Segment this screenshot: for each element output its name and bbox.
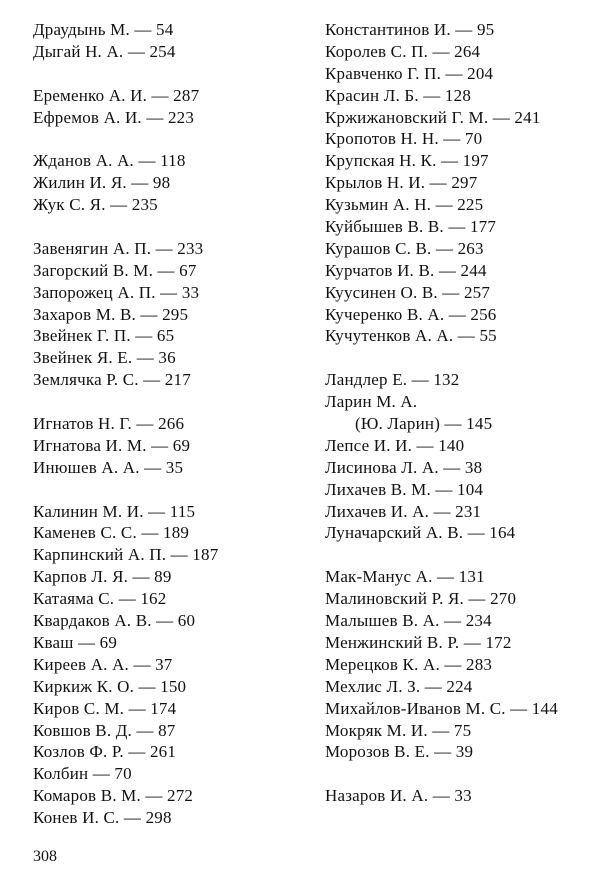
index-entry: Красин Л. Б. — 128 xyxy=(325,85,472,105)
index-entry: Кваш — 69 xyxy=(33,632,118,652)
index-entry: Кропотов Н. Н. — 70 xyxy=(325,129,483,149)
index-entry: Крылов Н. И. — 297 xyxy=(325,173,478,193)
section-gap xyxy=(33,216,293,238)
index-entry: Ларин М. А. xyxy=(325,392,418,412)
index-entry: Карпинский А. П. — 187 xyxy=(33,545,219,565)
index-entry: Киркиж К. О. — 150 xyxy=(33,676,187,696)
index-entry: Лисинова Л. А. — 38 xyxy=(325,457,483,477)
section-gap xyxy=(33,128,293,150)
index-entry: Малышев В. А. — 234 xyxy=(325,611,492,631)
index-entry: Звейнек Г. П. — 65 xyxy=(33,326,175,346)
index-entry: Завенягин А. П. — 233 xyxy=(33,238,204,258)
index-entry: Мехлис Л. З. — 224 xyxy=(325,676,473,696)
index-entry: Киреев А. А. — 37 xyxy=(33,654,173,674)
index-entry: Козлов Ф. Р. — 261 xyxy=(33,742,177,762)
index-entry: Кравченко Г. П. — 204 xyxy=(325,63,494,83)
index-entry: Курашов С. В. — 263 xyxy=(325,238,484,258)
index-entry: Лепсе И. И. — 140 xyxy=(325,435,465,455)
section-gap xyxy=(325,347,595,369)
index-entry: Катаяма С. — 162 xyxy=(33,589,167,609)
index-entry: Кузьмин А. Н. — 225 xyxy=(325,195,484,215)
index-entry: Захаров М. В. — 295 xyxy=(33,304,189,324)
index-entry: Загорский В. М. — 67 xyxy=(33,260,197,280)
index-entry: Кучеренко В. А. — 256 xyxy=(325,304,497,324)
index-column-left xyxy=(33,19,293,829)
index-entry: Михайлов-Иванов М. С. — 144 xyxy=(325,698,558,718)
index-entry: Звейнек Я. Е. — 36 xyxy=(33,348,176,368)
index-entry: Еременко А. И. — 287 xyxy=(33,85,200,105)
index-entry: Кучутенков А. А. — 55 xyxy=(325,326,497,346)
index-entry: Королев С. П. — 264 xyxy=(325,41,481,61)
index-entry: Мерецков К. А. — 283 xyxy=(325,654,493,674)
index-entry: Морозов В. Е. — 39 xyxy=(325,742,474,762)
index-entry: Землячка Р. С. — 217 xyxy=(33,370,191,390)
index-entry: Инюшев А. А. — 35 xyxy=(33,457,184,477)
index-entry: Запорожец А. П. — 33 xyxy=(33,282,200,302)
index-entry: Мак-Манус А. — 131 xyxy=(325,567,485,587)
index-entry: Жилин И. Я. — 98 xyxy=(33,173,171,193)
index-entry: Конев И. С. — 298 xyxy=(33,808,172,828)
index-entry: Лихачев В. М. — 104 xyxy=(325,479,484,499)
index-column-right xyxy=(325,19,595,807)
index-entry: Жук С. Я. — 235 xyxy=(33,195,158,215)
index-entry: Жданов А. А. — 118 xyxy=(33,151,186,171)
index-entry: Крупская Н. К. — 197 xyxy=(325,151,489,171)
index-entry: Куусинен О. В. — 257 xyxy=(325,282,491,302)
section-gap xyxy=(33,391,293,413)
section-gap xyxy=(33,479,293,501)
index-entry: Ландлер Е. — 132 xyxy=(325,370,460,390)
index-entry: Малиновский Р. Я. — 270 xyxy=(325,589,517,609)
index-entry: Ефремов А. И. — 223 xyxy=(33,107,195,127)
index-entry: Кржижановский Г. М. — 241 xyxy=(325,107,541,127)
index-entry: Калинин М. И. — 115 xyxy=(33,501,196,521)
index-entry: Драудынь М. — 54 xyxy=(33,20,174,39)
index-entry: Игнатов Н. Г. — 266 xyxy=(33,414,185,434)
index-entry: Константинов И. — 95 xyxy=(325,20,495,39)
index-entry: Куйбышев В. В. — 177 xyxy=(325,217,497,237)
index-entry: Игнатова И. М. — 69 xyxy=(33,435,191,455)
index-entry: Киров С. М. — 174 xyxy=(33,698,177,718)
index-entry: Ковшов В. Д. — 87 xyxy=(33,720,176,740)
section-gap xyxy=(325,544,595,566)
index-entry: (Ю. Ларин) — 145 xyxy=(355,414,493,434)
index-entry: Курчатов И. В. — 244 xyxy=(325,260,487,280)
index-entry: Карпов Л. Я. — 89 xyxy=(33,567,172,587)
index-entry: Менжинский В. Р. — 172 xyxy=(325,632,512,652)
section-gap xyxy=(33,63,293,85)
index-entry: Луначарский А. В. — 164 xyxy=(325,523,516,543)
index-entry: Комаров В. М. — 272 xyxy=(33,786,194,806)
section-gap xyxy=(325,763,595,785)
index-entry: Мокряк М. И. — 75 xyxy=(325,720,472,740)
index-entry: Назаров И. А. — 33 xyxy=(325,786,472,806)
index-entry: Дыгай Н. А. — 254 xyxy=(33,41,176,61)
index-entry: Каменев С. С. — 189 xyxy=(33,523,190,543)
index-entry: Колбин — 70 xyxy=(33,764,132,784)
index-entry: Квардаков А. В. — 60 xyxy=(33,611,196,631)
page-number: 308 xyxy=(33,848,57,865)
index-entry: Лихачев И. А. — 231 xyxy=(325,501,482,521)
